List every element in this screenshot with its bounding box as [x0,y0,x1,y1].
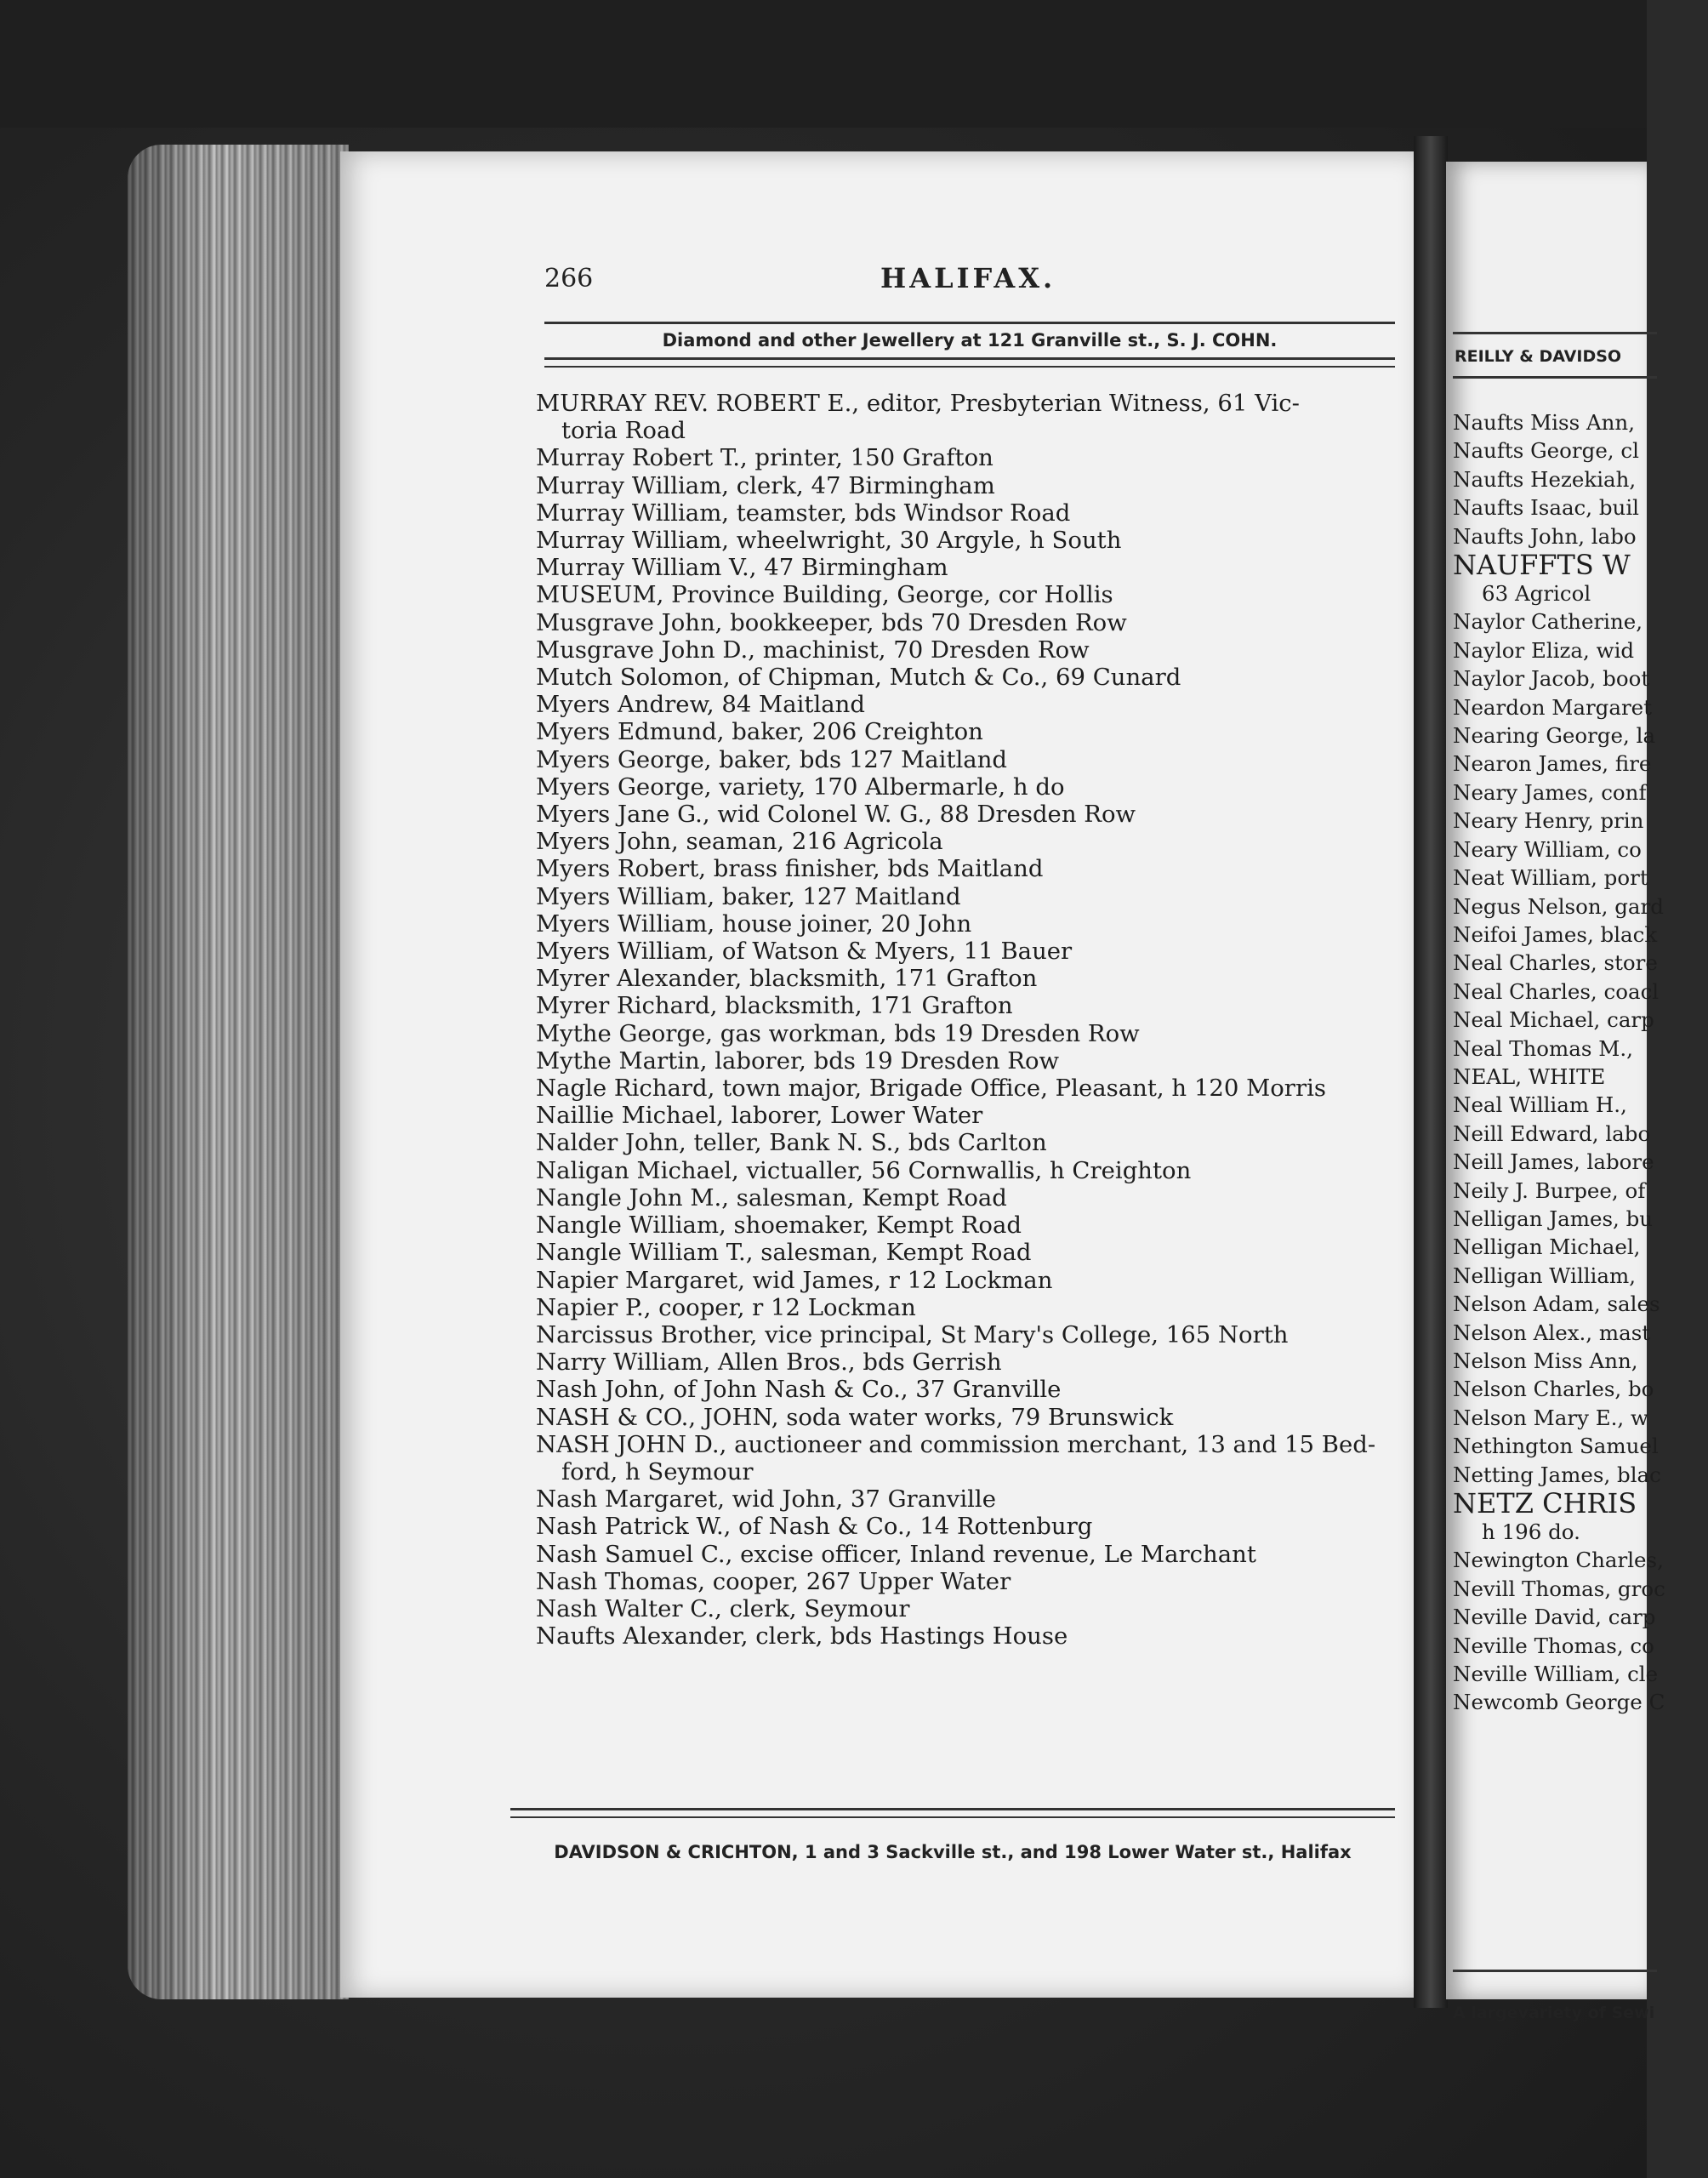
right-directory-entry: Nelson Alex., mast [1453,1320,1651,1345]
right-directory-entry: Neville Thomas, co [1453,1633,1654,1658]
right-directory-entry: Neardon Margaret [1453,694,1653,720]
right-directory-entry: Neville William, cle [1453,1662,1659,1687]
right-directory-entry: Nearon James, fire [1453,751,1652,777]
directory-entry: Murray Robert T., printer, 150 Grafton [536,444,993,472]
right-directory-entry: Nethington Samuel [1453,1434,1659,1459]
directory-entry: Mythe Martin, laborer, bds 19 Dresden Row [536,1046,1060,1075]
directory-entry-continuation: ford, h Seymour [561,1457,754,1485]
right-page [1446,162,1665,2022]
directory-entry: Musgrave John, bookkeeper, bds 70 Dresden Row [536,608,1127,636]
right-directory-entry-display: NETZ CHRIS [1453,1487,1637,1520]
directory-entry: Naligan Michael, victualler, 56 Cornwallis, h Creighton [536,1156,1192,1184]
right-directory-entry-continuation: h 196 do. [1482,1519,1580,1545]
right-directory-entry: Neal Michael, carp [1453,1007,1654,1033]
book-edge-shadow [128,145,349,1999]
right-directory-entry: Neal Charles, store [1453,950,1658,976]
right-directory-entry-continuation: 63 Agricol [1482,581,1591,607]
advert-top: Diamond and other Jewellery at 121 Granville st., S. J. COHN. [662,330,1278,351]
right-footer-rule [1453,1970,1657,1972]
directory-entry: Napier P., cooper, r 12 Lockman [536,1293,916,1321]
right-directory-entry: Naylor Catherine, [1453,609,1643,635]
directory-entry: NASH & CO., JOHN, soda water works, 79 Brunswick [536,1403,1174,1431]
header-rule-top [544,322,1395,324]
directory-entry: Murray William V., 47 Birmingham [536,554,948,582]
right-directory-entry: Naylor Jacob, boot [1453,666,1650,692]
right-directory-entry: Netting James, blac [1453,1462,1661,1487]
scanner-top-band [0,0,1647,128]
directory-entry: Mythe George, gas workman, bds 19 Dresden Row [536,1019,1140,1047]
footer-rule-top [510,1808,1395,1810]
right-directory-entry: Naufts John, labo [1453,523,1637,549]
directory-entry: Myers William, of Watson & Myers, 11 Bauer [536,938,1073,966]
right-directory-entry: Neal Thomas M., [1453,1035,1633,1061]
directory-entry: Naillie Michael, laborer, Lower Water [536,1102,983,1130]
right-directory-entry: Neat William, port [1453,865,1648,891]
right-directory-entry: Neary Henry, prin [1453,808,1644,834]
right-directory-entry: Naylor Eliza, wid [1453,637,1635,663]
directory-entry: Nash Walter C., clerk, Seymour [536,1594,910,1622]
directory-entry: Nagle Richard, town major, Brigade Office, Pleasant, h 120 Morris [536,1075,1326,1103]
directory-entry: Murray William, teamster, bds Windsor Road [536,499,1071,527]
header-rule-bottom [544,357,1395,360]
right-directory-entry: Naufts Miss Ann, [1453,410,1635,435]
right-directory-entry: Naufts Isaac, buil [1453,495,1639,521]
running-head: HALIFAX. [880,262,1056,294]
right-directory-entry-display: NAUFFTS W [1453,549,1631,582]
right-directory-entry: Nearing George, la [1453,723,1656,749]
right-directory-entry: Neary William, co [1453,836,1642,862]
right-directory-entry: Neifoi James, black [1453,921,1658,947]
directory-entry: Nash Samuel C., excise officer, Inland revenue, Le Marchant [536,1540,1256,1568]
right-directory-entry: Newcomb George C [1453,1690,1665,1715]
directory-entry: Myers John, seaman, 216 Agricola [536,828,943,856]
directory-entry: Myers George, baker, bds 127 Maitland [536,745,1008,773]
directory-entry: Narry William, Allen Bros., bds Gerrish [536,1348,1002,1377]
directory-entry: Myers Jane G., wid Colonel W. G., 88 Dresden Row [536,801,1136,829]
right-directory-entry: Neill James, labore [1453,1149,1654,1175]
directory-entry: Myers Edmund, baker, 206 Creighton [536,718,983,746]
right-header-rule-top [1453,332,1657,334]
directory-entry-continuation: toria Road [561,417,686,445]
directory-entry: Napier Margaret, wid James, r 12 Lockman [536,1266,1053,1294]
right-directory-entry: Nelligan William, [1453,1263,1637,1288]
directory-entry: Nash Thomas, cooper, 267 Upper Water [536,1567,1011,1595]
right-directory-entry: Neily J. Burpee, of [1453,1177,1646,1203]
directory-entry: NASH JOHN D., auctioneer and commission merchant, 13 and 15 Bed- [536,1430,1376,1458]
directory-entry: Murray William, clerk, 47 Birmingham [536,471,995,499]
directory-entry: Narcissus Brother, vice principal, St Mary's College, 165 North [536,1320,1289,1348]
directory-entry: MURRAY REV. ROBERT E., editor, Presbyterian Witness, 61 Vic- [536,390,1300,417]
page-number: 266 [544,264,594,294]
right-directory-entry: Nevill Thomas, groc [1453,1576,1665,1601]
book-gutter [1414,136,1448,2008]
footer-rule-thin [510,1816,1395,1818]
right-advert-bottom: A largevariety of Sewi [1453,2004,1655,2022]
directory-entry: Naufts Alexander, clerk, bds Hastings House [536,1622,1068,1651]
directory-entry: Myers William, baker, 127 Maitland [536,882,961,910]
directory-entry: Myrer Alexander, blacksmith, 171 Grafton [536,965,1038,993]
directory-entry: Nangle William T., salesman, Kempt Road [536,1239,1032,1267]
right-directory-entry: Neal Charles, coacl [1453,978,1660,1004]
right-directory-entries [1453,408,1708,1717]
directory-entry: Nalder John, teller, Bank N. S., bds Carlton [536,1129,1047,1157]
right-directory-entry: Nelson Charles, bo [1453,1377,1654,1402]
advert-bottom: DAVIDSON & CRICHTON, 1 and 3 Sackville st., and 198 Lower Water st., Halifax [554,1842,1352,1862]
right-directory-entry: Neary James, conf [1453,779,1647,805]
right-directory-entry: Neill Edward, labo [1453,1120,1651,1146]
right-directory-entry: Newington Charles, [1453,1548,1664,1573]
page-header [544,255,1395,306]
directory-entry: Nash Patrick W., of Nash & Co., 14 Rottenburg [536,1513,1093,1541]
right-advert-top: REILLY & DAVIDSO [1455,347,1622,366]
right-directory-entry: Neville David, carp [1453,1605,1656,1630]
directory-entry: Nash Margaret, wid John, 37 Granville [536,1485,996,1514]
right-header-rule-bottom [1453,376,1657,379]
right-directory-entry: Neal William H., [1453,1092,1627,1118]
directory-entry: Myers George, variety, 170 Albermarle, h do [536,773,1065,801]
directory-entry: Myrer Richard, blacksmith, 171 Grafton [536,992,1013,1020]
right-directory-entry: Nelson Miss Ann, [1453,1348,1638,1373]
right-directory-entry: Nelligan James, bu [1453,1206,1654,1231]
directory-entries [536,390,1395,1650]
directory-entry: Musgrave John D., machinist, 70 Dresden Row [536,636,1090,664]
directory-entry: Murray William, wheelwright, 30 Argyle, h South [536,527,1122,555]
directory-entry: Nash John, of John Nash & Co., 37 Granville [536,1376,1062,1404]
directory-entry: Myers Robert, brass finisher, bds Maitland [536,855,1044,883]
right-directory-entry: Negus Nelson, gard [1453,893,1664,919]
right-directory-entry: Nelligan Michael, [1453,1234,1641,1260]
right-directory-entry: Naufts Hezekiah, [1453,466,1637,492]
directory-entry: Myers William, house joiner, 20 John [536,909,972,938]
directory-entry: MUSEUM, Province Building, George, cor Hollis [536,581,1113,609]
directory-entry: Mutch Solomon, of Chipman, Mutch & Co., 69 Cunard [536,664,1181,692]
directory-entry: Nangle John M., salesman, Kempt Road [536,1183,1007,1212]
directory-entry: Nangle William, shoemaker, Kempt Road [536,1212,1022,1240]
right-directory-entry: Nelson Mary E., w [1453,1405,1648,1430]
right-directory-entry: Naufts George, cl [1453,438,1639,464]
right-directory-entry: NEAL, WHITE [1453,1063,1606,1089]
right-directory-entry: Nelson Adam, sales [1453,1291,1660,1317]
directory-entry: Myers Andrew, 84 Maitland [536,691,865,719]
header-rule-thin [544,366,1395,368]
